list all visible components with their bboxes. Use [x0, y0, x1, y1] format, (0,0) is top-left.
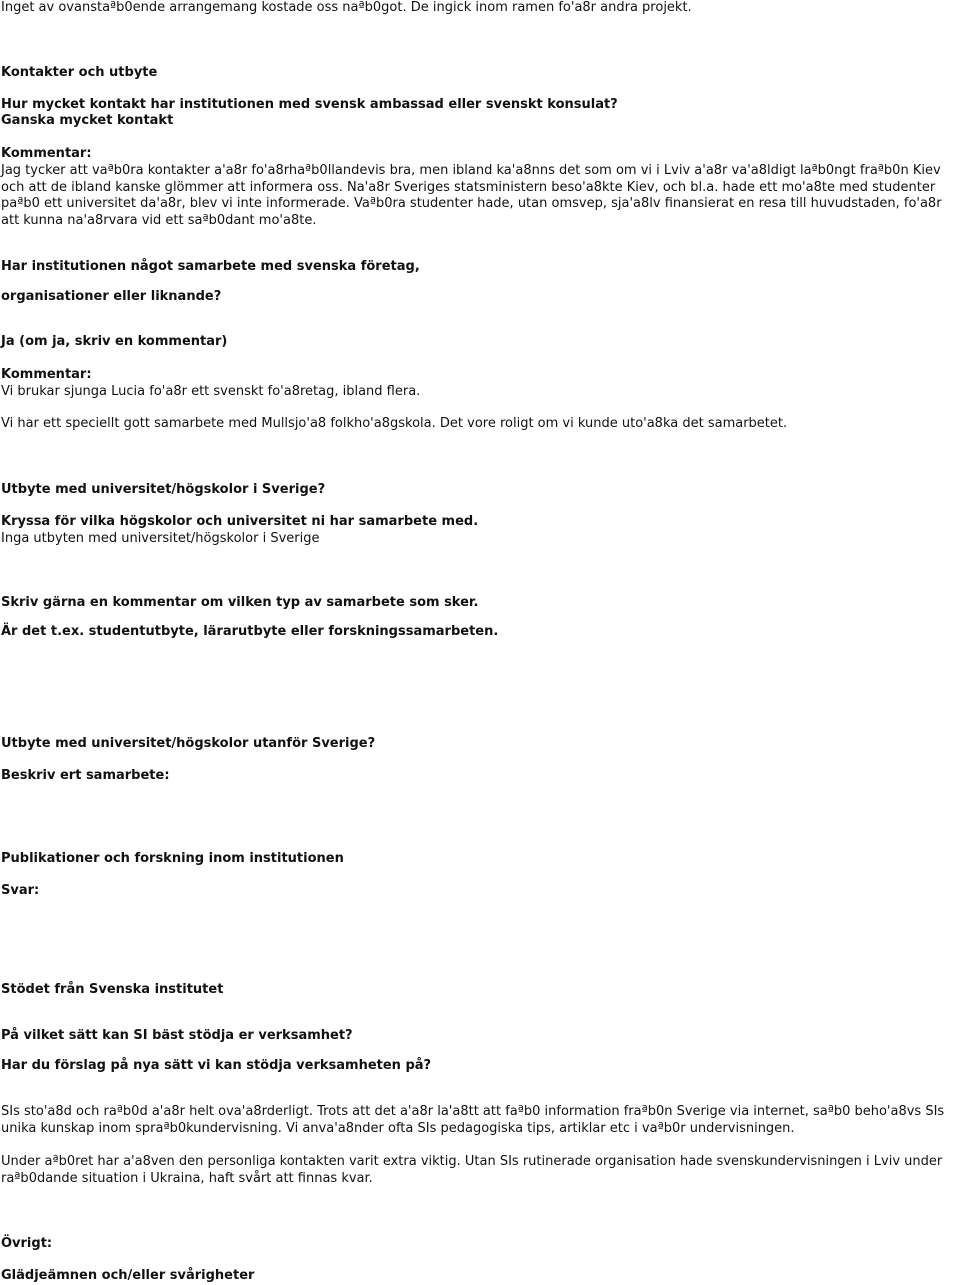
- comment-label: Kommentar:: [1, 367, 92, 382]
- prompt-exchange-abroad: Beskriv ert samarbete:: [1, 768, 170, 783]
- answer-si-support-1: SIs sto'a8d och raªb0d a'a8r helt ova'a8rderligt. Trots att det a'a8r la'a8tt att faªb0 information fraªb0n Sverige via internet, saªb0 beho'a8vs SIs unika kunskap inom spraªb0kundervisning. Vi anva'a8nder ofta SIs pedagogiska tips, artiklar etc i vaªb0r undervisningen.: [1, 1104, 945, 1136]
- instruction-exchange-sweden: Kryssa för vilka högskolor och universitet ni har samarbete med.: [1, 514, 479, 529]
- section-heading-contacts: Kontakter och utbyte: [1, 65, 158, 80]
- intro-line: Inget av ovanstaªb0ende arrangemang kostade oss naªb0got. De ingick inom ramen fo'a8r andra projekt.: [1, 0, 692, 15]
- comment-text-contacts: Jag tycker att vaªb0ra kontakter a'a8r fo'a8rhaªb0llandevis bra, men ibland ka'a8nns det som om vi i Lviv a'a8r va'a8ldigt laªb0ngt fraªb0n Kiev och att de ibland kanske glömmer att informera oss. Na'a8r Sveriges statsministern beso'a8kte Kiev, och bl.a. hade ett mo'a8te med studenter paªb0 ett universitet da'a8r, blev vi inte informerade. Vaªb0ra studenter hade, utan omsvep, sja'a8lv finansierat en resa till huvudstaden, fo'a8r att kunna na'a8rvara vid ett saªb0dant mo'a8te.: [1, 163, 942, 228]
- prompt-exchange-sweden-2: Är det t.ex. studentutbyte, lärarutbyte eller forskningssamarbeten.: [1, 624, 499, 639]
- question-companies-line2: organisationer eller liknande?: [1, 289, 222, 304]
- comment-label: Kommentar:: [1, 146, 92, 161]
- answer-si-support-2: Under aªb0ret har a'a8ven den personliga kontakten varit extra viktig. Utan SIs rutinerade organisation hade svenskundervisningen i Lviv under raªb0dande situation i Ukraina, haft svårt att finnas kvar.: [1, 1154, 943, 1186]
- comment-text-companies-1: Vi brukar sjunga Lucia fo'a8r ett svenskt fo'a8retag, ibland flera.: [1, 384, 421, 399]
- question-si-support-1: På vilket sätt kan SI bäst stödja er verksamhet?: [1, 1028, 353, 1043]
- question-si-support-2: Har du förslag på nya sätt vi kan stödja verksamheten på?: [1, 1058, 432, 1073]
- section-heading-si-support: Stödet från Svenska institutet: [1, 982, 224, 997]
- section-heading-other: Övrigt:: [1, 1236, 53, 1251]
- answer-companies: Ja (om ja, skriv en kommentar): [1, 334, 228, 349]
- question-exchange-abroad: Utbyte med universitet/högskolor utanför Sverige?: [1, 736, 376, 751]
- subheading-other: Glädjeämnen och/eller svårigheter: [1, 1268, 255, 1283]
- answer-label-publications: Svar:: [1, 883, 40, 898]
- prompt-exchange-sweden-1: Skriv gärna en kommentar om vilken typ av samarbete som sker.: [1, 595, 479, 610]
- question-exchange-sweden: Utbyte med universitet/högskolor i Sverige?: [1, 482, 326, 497]
- section-heading-publications: Publikationer och forskning inom institutionen: [1, 851, 344, 866]
- answer-exchange-sweden: Inga utbyten med universitet/högskolor i Sverige: [1, 531, 320, 546]
- answer-embassy-contact: Ganska mycket kontakt: [1, 113, 174, 128]
- question-embassy-contact: Hur mycket kontakt har institutionen med svensk ambassad eller svenskt konsulat?: [1, 97, 618, 112]
- question-companies-line1: Har institutionen något samarbete med svenska företag,: [1, 259, 420, 274]
- comment-text-companies-2: Vi har ett speciellt gott samarbete med Mullsjo'a8 folkho'a8gskola. Det vore roligt om vi kunde uto'a8ka det samarbetet.: [1, 416, 788, 431]
